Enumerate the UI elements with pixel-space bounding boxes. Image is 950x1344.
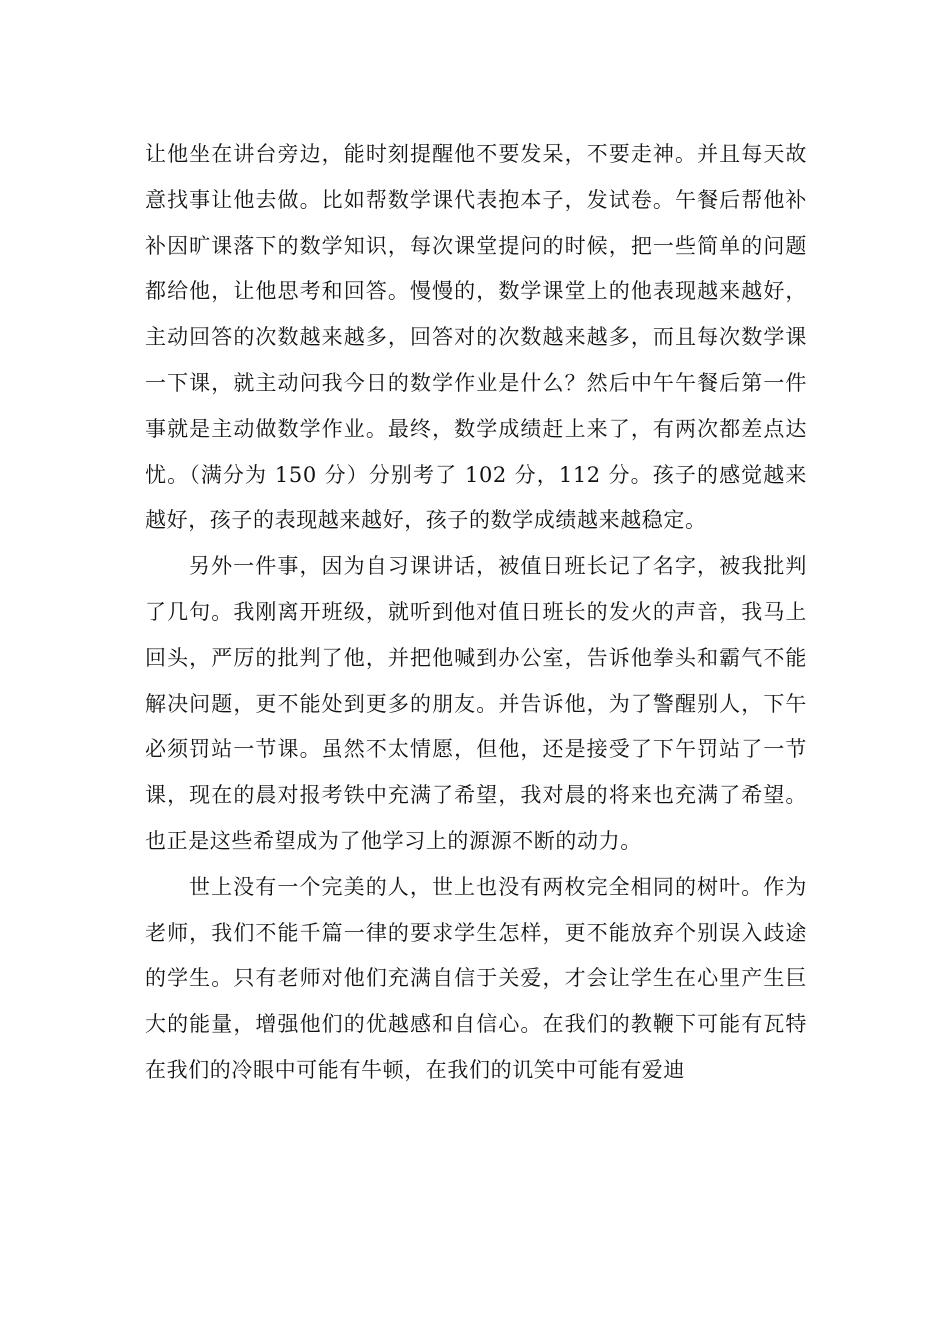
paragraph-1: 让他坐在讲台旁边，能时刻提醒他不要发呆，不要走神。并且每天故意找事让他去做。比如帮数学课代表抱本子，发试卷。午餐后帮他补补因旷课落下的数学知识，每次课堂提问的时候，把一些简单的问题都给他，让他思考和回答。慢慢的，数学课堂上的他表现越来越好，主动回答的次数越来越多，回答对的次数越来越多，而且每次数学课一下课，就主动问我今日的数学作业是什么？然后中午午餐后第一件事就是主动做数学作业。最终，数学成绩赶上来了，有两次都差点达忧。（满分为 150 分）分别考了 102 分，112 分。孩子的感觉越来越好，孩子的表现越来越好，孩子的数学成绩越来越稳定。 bbox=[145, 142, 807, 533]
document-body bbox=[145, 132, 807, 1094]
paragraph-2: 另外一件事，因为自习课讲话，被值日班长记了名字，被我批判了几句。我刚离开班级，就听到他对值日班长的发火的声音，我马上回头，严厉的批判了他，并把他喊到办公室，告诉他拳头和霸气不能解决问题，更不能处到更多的朋友。并告诉他，为了警醒别人，下午必须罚站一节课。虽然不太情愿，但他，还是接受了下午罚站了一节课，现在的晨对报考铁中充满了希望，我对晨的将来也充满了希望。也正是这些希望成为了他学习上的源源不断的动力。 bbox=[145, 554, 807, 853]
paragraph-3: 世上没有一个完美的人，世上也没有两枚完全相同的树叶。作为老师，我们不能千篇一律的要求学生怎样，更不能放弃个别误入歧途的学生。只有老师对他们充满自信于关爱，才会让学生在心里产生巨大的能量，增强他们的优越感和自信心。在我们的教鞭下可能有瓦特在我们的冷眼中可能有牛顿，在我们的讥笑中可能有爱迪 bbox=[145, 874, 807, 1082]
